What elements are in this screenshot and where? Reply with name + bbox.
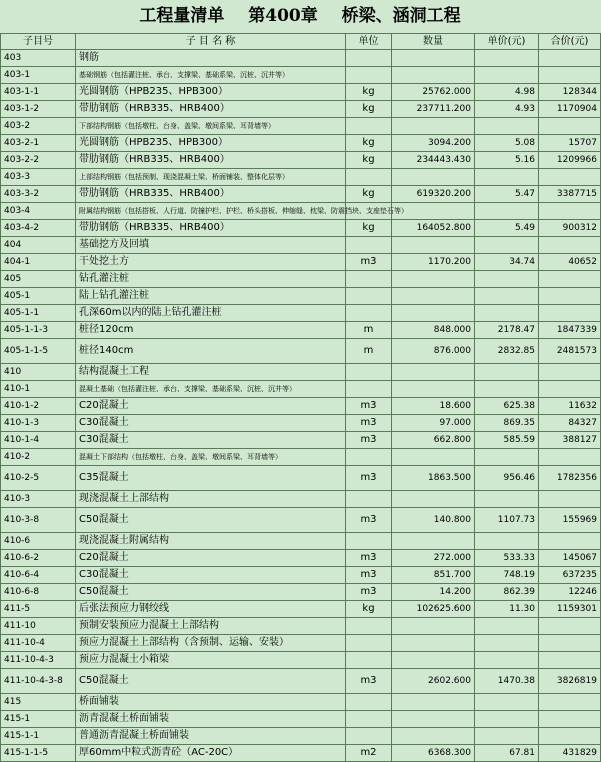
- row-qty: [392, 533, 475, 550]
- row-name: 带肋钢筋（HRB335、HRB400）: [76, 152, 346, 169]
- row-qty: [392, 728, 475, 745]
- row-unit: m: [346, 322, 392, 339]
- row-qty: 6368.300: [392, 745, 475, 762]
- row-name: C35混凝土: [76, 466, 346, 491]
- row-price: 862.39: [475, 584, 539, 601]
- row-code: 403-4: [1, 203, 76, 220]
- row-name: 下部结构钢筋（包括墩柱、台身、盖梁、墩间系梁、耳背墙等）: [76, 118, 346, 135]
- table-row: [1, 203, 601, 220]
- row-price: [475, 118, 539, 135]
- row-total: [539, 169, 601, 186]
- table-row: [1, 508, 601, 533]
- row-code: 410-3: [1, 491, 76, 508]
- row-code: 405-1-1: [1, 305, 76, 322]
- row-qty: [392, 449, 475, 466]
- row-qty: [392, 288, 475, 305]
- row-total: 84327: [539, 415, 601, 432]
- row-price: 4.93: [475, 101, 539, 118]
- row-total: [539, 271, 601, 288]
- row-code: 410-6-8: [1, 584, 76, 601]
- row-qty: [392, 364, 475, 381]
- row-qty: 2602.600: [392, 669, 475, 694]
- header-total: 合价(元): [539, 34, 601, 50]
- row-unit: m: [346, 339, 392, 364]
- row-qty: [392, 169, 475, 186]
- row-code: 411-5: [1, 601, 76, 618]
- row-code: 404: [1, 237, 76, 254]
- row-unit: [346, 169, 392, 186]
- row-price: [475, 694, 539, 711]
- row-unit: [346, 711, 392, 728]
- row-unit: m3: [346, 415, 392, 432]
- row-price: 5.49: [475, 220, 539, 237]
- row-name: 预应力混凝土小箱梁: [76, 652, 346, 669]
- title-part3: 桥梁、涵洞工程: [341, 6, 461, 26]
- row-price: 2178.47: [475, 322, 539, 339]
- row-price: 1470.38: [475, 669, 539, 694]
- row-total: 155969: [539, 508, 601, 533]
- row-name: 基础挖方及回填: [76, 237, 346, 254]
- row-qty: [392, 67, 475, 84]
- row-code: 410-1: [1, 381, 76, 398]
- table-row: [1, 618, 601, 635]
- table-row: [1, 398, 601, 415]
- table-row: [1, 711, 601, 728]
- row-name: 桩径120cm: [76, 322, 346, 339]
- header-qty: 数量: [392, 34, 475, 50]
- row-qty: [392, 652, 475, 669]
- table-row: [1, 135, 601, 152]
- row-qty: 3094.200: [392, 135, 475, 152]
- row-name: 预应力混凝土上部结构（含预制、运输、安装）: [76, 635, 346, 652]
- table-row: [1, 466, 601, 491]
- row-code: 403-3: [1, 169, 76, 186]
- row-price: [475, 50, 539, 67]
- table-row: [1, 533, 601, 550]
- row-name: 混凝土基础（包括灌注桩、承台、支撑梁、基础系梁、沉桩、沉井等）: [76, 381, 346, 398]
- row-price: 2832.85: [475, 339, 539, 364]
- table-row: [1, 84, 601, 101]
- table-row: [1, 415, 601, 432]
- row-price: 625.38: [475, 398, 539, 415]
- row-price: [475, 203, 539, 220]
- row-total: 12246: [539, 584, 601, 601]
- row-unit: [346, 449, 392, 466]
- row-total: [539, 50, 601, 67]
- row-qty: 25762.000: [392, 84, 475, 101]
- row-price: [475, 618, 539, 635]
- row-name: 陆上钻孔灌注桩: [76, 288, 346, 305]
- row-unit: m3: [346, 669, 392, 694]
- row-qty: 1863.500: [392, 466, 475, 491]
- header-unit: 单位: [346, 34, 392, 50]
- table-row: [1, 567, 601, 584]
- row-code: 415-1-1-5: [1, 745, 76, 762]
- row-code: 403: [1, 50, 76, 67]
- row-qty: [392, 271, 475, 288]
- row-price: [475, 288, 539, 305]
- row-name: 孔深60m以内的陆上钻孔灌注桩: [76, 305, 346, 322]
- row-name: 钻孔灌注桩: [76, 271, 346, 288]
- table-row: [1, 101, 601, 118]
- header-price: 单价(元): [475, 34, 539, 50]
- row-unit: [346, 381, 392, 398]
- row-total: 15707: [539, 135, 601, 152]
- table-row: [1, 50, 601, 67]
- table-row: [1, 449, 601, 466]
- row-qty: 237711.200: [392, 101, 475, 118]
- row-qty: 140.800: [392, 508, 475, 533]
- row-total: [539, 694, 601, 711]
- row-price: 5.08: [475, 135, 539, 152]
- row-price: [475, 237, 539, 254]
- table-row: [1, 584, 601, 601]
- title-part2: 第400章: [248, 6, 318, 26]
- row-price: 533.33: [475, 550, 539, 567]
- row-total: [539, 305, 601, 322]
- table-body: [1, 50, 601, 762]
- row-name: 带肋钢筋（HRB335、HRB400）: [76, 101, 346, 118]
- header-name: 子 目 名 称: [76, 34, 346, 50]
- row-qty: [392, 237, 475, 254]
- row-name: 厚60mm中粒式沥青砼（AC-20C）: [76, 745, 346, 762]
- row-price: [475, 305, 539, 322]
- row-price: 5.16: [475, 152, 539, 169]
- row-unit: [346, 237, 392, 254]
- row-unit: kg: [346, 186, 392, 203]
- row-unit: m3: [346, 567, 392, 584]
- row-qty: 102625.600: [392, 601, 475, 618]
- row-name: C30混凝土: [76, 432, 346, 449]
- row-qty: 272.000: [392, 550, 475, 567]
- row-name: C30混凝土: [76, 415, 346, 432]
- row-code: 403-2-2: [1, 152, 76, 169]
- row-price: 5.47: [475, 186, 539, 203]
- row-name: 带肋钢筋（HRB335、HRB400）: [76, 220, 346, 237]
- row-code: 415-1-1: [1, 728, 76, 745]
- row-total: 900312: [539, 220, 601, 237]
- row-name: C20混凝土: [76, 398, 346, 415]
- row-price: [475, 711, 539, 728]
- table-row: [1, 339, 601, 364]
- row-total: [539, 288, 601, 305]
- table-row: [1, 728, 601, 745]
- row-unit: [346, 652, 392, 669]
- table-row: [1, 381, 601, 398]
- row-unit: kg: [346, 135, 392, 152]
- table-row: [1, 67, 601, 84]
- row-name: 上部结构钢筋（包括预制、现浇混凝土梁、桥面铺装、整体化层等）: [76, 169, 346, 186]
- row-price: [475, 635, 539, 652]
- row-total: 637235: [539, 567, 601, 584]
- row-total: 11632: [539, 398, 601, 415]
- row-unit: m3: [346, 550, 392, 567]
- row-total: [539, 711, 601, 728]
- row-code: 403-2-1: [1, 135, 76, 152]
- row-code: 403-3-2: [1, 186, 76, 203]
- table-row: [1, 220, 601, 237]
- table-row: [1, 271, 601, 288]
- title-part1: 工程量清单: [139, 6, 225, 26]
- row-price: [475, 364, 539, 381]
- row-price: [475, 652, 539, 669]
- row-unit: m3: [346, 466, 392, 491]
- row-name: 基础钢筋（包括灌注桩、承台、支撑梁、基础系梁、沉桩、沉井等）: [76, 67, 346, 84]
- table-row: [1, 254, 601, 271]
- row-name: 干处挖土方: [76, 254, 346, 271]
- row-total: 1782356: [539, 466, 601, 491]
- row-code: 403-1-1: [1, 84, 76, 101]
- row-name: 光圆钢筋（HPB235、HPB300）: [76, 135, 346, 152]
- row-qty: [392, 694, 475, 711]
- row-name: 结构混凝土工程: [76, 364, 346, 381]
- table-row: [1, 305, 601, 322]
- row-name: C50混凝土: [76, 508, 346, 533]
- row-qty: [392, 381, 475, 398]
- row-name: 桥面铺装: [76, 694, 346, 711]
- row-price: [475, 728, 539, 745]
- row-total: 1159301: [539, 601, 601, 618]
- row-total: 145067: [539, 550, 601, 567]
- row-total: [539, 449, 601, 466]
- row-unit: [346, 118, 392, 135]
- page-title: [0, 0, 600, 33]
- row-price: 585.59: [475, 432, 539, 449]
- row-total: 3387715: [539, 186, 601, 203]
- row-code: 415: [1, 694, 76, 711]
- table-row: [1, 601, 601, 618]
- row-price: 748.19: [475, 567, 539, 584]
- row-total: [539, 67, 601, 84]
- row-qty: 619320.200: [392, 186, 475, 203]
- row-code: 410-6-2: [1, 550, 76, 567]
- table-row: [1, 118, 601, 135]
- row-unit: [346, 491, 392, 508]
- row-total: 1209966: [539, 152, 601, 169]
- row-qty: 234443.430: [392, 152, 475, 169]
- table-row: [1, 152, 601, 169]
- bill-of-quantities-table: [0, 33, 601, 762]
- row-name: C20混凝土: [76, 550, 346, 567]
- row-code: 403-1-2: [1, 101, 76, 118]
- table-row: [1, 364, 601, 381]
- row-code: 410-6: [1, 533, 76, 550]
- row-price: [475, 381, 539, 398]
- row-unit: [346, 288, 392, 305]
- row-unit: m3: [346, 254, 392, 271]
- row-qty: 662.800: [392, 432, 475, 449]
- row-price: 34.74: [475, 254, 539, 271]
- row-name: 现浇混凝土上部结构: [76, 491, 346, 508]
- row-code: 405-1-1-5: [1, 339, 76, 364]
- row-total: [539, 118, 601, 135]
- table-row: [1, 288, 601, 305]
- row-code: 411-10-4: [1, 635, 76, 652]
- row-price: 956.46: [475, 466, 539, 491]
- row-code: 410-1-4: [1, 432, 76, 449]
- row-total: [539, 491, 601, 508]
- row-unit: m3: [346, 398, 392, 415]
- table-row: [1, 694, 601, 711]
- row-code: 410-6-4: [1, 567, 76, 584]
- table-row: [1, 186, 601, 203]
- row-price: 4.98: [475, 84, 539, 101]
- row-name: 预制安装预应力混凝土上部结构: [76, 618, 346, 635]
- row-name: C50混凝土: [76, 584, 346, 601]
- row-qty: 1170.200: [392, 254, 475, 271]
- row-unit: m2: [346, 745, 392, 762]
- row-code: 403-2: [1, 118, 76, 135]
- row-code: 405: [1, 271, 76, 288]
- table-header-row: [1, 34, 601, 50]
- row-code: 404-1: [1, 254, 76, 271]
- row-name: 带肋钢筋（HRB335、HRB400）: [76, 186, 346, 203]
- row-code: 411-10-4-3-8: [1, 669, 76, 694]
- row-price: 1107.73: [475, 508, 539, 533]
- table-row: [1, 635, 601, 652]
- row-code: 403-1: [1, 67, 76, 84]
- row-qty: 18.600: [392, 398, 475, 415]
- row-unit: [346, 694, 392, 711]
- row-unit: [346, 50, 392, 67]
- row-qty: [392, 50, 475, 67]
- row-name: 后张法预应力钢绞线: [76, 601, 346, 618]
- row-qty: [392, 618, 475, 635]
- row-price: [475, 169, 539, 186]
- row-qty: [392, 491, 475, 508]
- row-code: 410-1-2: [1, 398, 76, 415]
- row-code: 405-1: [1, 288, 76, 305]
- row-total: [539, 533, 601, 550]
- row-name: C50混凝土: [76, 669, 346, 694]
- row-total: [539, 652, 601, 669]
- row-code: 405-1-1-3: [1, 322, 76, 339]
- row-qty: [392, 118, 475, 135]
- row-qty: [392, 635, 475, 652]
- row-total: 388127: [539, 432, 601, 449]
- header-code: 子目号: [1, 34, 76, 50]
- row-price: 869.35: [475, 415, 539, 432]
- row-code: 410: [1, 364, 76, 381]
- row-name: 光圆钢筋（HPB235、HPB300）: [76, 84, 346, 101]
- row-unit: kg: [346, 152, 392, 169]
- row-qty: 164052.800: [392, 220, 475, 237]
- row-total: 1847339: [539, 322, 601, 339]
- row-total: 2481573: [539, 339, 601, 364]
- row-qty: 851.700: [392, 567, 475, 584]
- row-qty: 97.000: [392, 415, 475, 432]
- row-price: [475, 449, 539, 466]
- table-row: [1, 169, 601, 186]
- table-row: [1, 322, 601, 339]
- row-name: 桩径140cm: [76, 339, 346, 364]
- row-name: C30混凝土: [76, 567, 346, 584]
- row-total: 40652: [539, 254, 601, 271]
- row-price: [475, 271, 539, 288]
- table-row: [1, 237, 601, 254]
- row-name: 钢筋: [76, 50, 346, 67]
- row-total: 3826819: [539, 669, 601, 694]
- row-unit: [346, 728, 392, 745]
- row-code: 411-10-4-3: [1, 652, 76, 669]
- row-name: 沥青混凝土桥面铺装: [76, 711, 346, 728]
- row-qty: 14.200: [392, 584, 475, 601]
- row-total: [539, 728, 601, 745]
- row-price: 67.81: [475, 745, 539, 762]
- row-unit: kg: [346, 601, 392, 618]
- row-unit: [346, 533, 392, 550]
- row-price: 11.30: [475, 601, 539, 618]
- table-row: [1, 652, 601, 669]
- row-code: 410-2-5: [1, 466, 76, 491]
- row-name: 附属结构钢筋（包括搭板、人行道、防撞护栏、护栏、桥头搭板、伸缩缝、枕梁、防震挡块、支座垫石等）: [76, 203, 346, 220]
- row-code: 415-1: [1, 711, 76, 728]
- row-unit: kg: [346, 101, 392, 118]
- row-unit: [346, 618, 392, 635]
- row-price: [475, 533, 539, 550]
- row-unit: [346, 635, 392, 652]
- row-name: 普通沥青混凝土桥面铺装: [76, 728, 346, 745]
- row-code: 411-10: [1, 618, 76, 635]
- table-row: [1, 491, 601, 508]
- row-code: 410-1-3: [1, 415, 76, 432]
- row-total: [539, 203, 601, 220]
- row-qty: 848.000: [392, 322, 475, 339]
- row-price: [475, 67, 539, 84]
- table-row: [1, 432, 601, 449]
- row-total: [539, 381, 601, 398]
- table-row: [1, 745, 601, 762]
- row-code: 403-4-2: [1, 220, 76, 237]
- row-name: 现浇混凝土附属结构: [76, 533, 346, 550]
- row-unit: [346, 67, 392, 84]
- row-price: [475, 491, 539, 508]
- row-total: [539, 635, 601, 652]
- row-qty: 876.000: [392, 339, 475, 364]
- row-code: 410-2: [1, 449, 76, 466]
- row-unit: kg: [346, 84, 392, 101]
- row-total: [539, 237, 601, 254]
- row-qty: [392, 711, 475, 728]
- row-unit: [346, 305, 392, 322]
- row-unit: m3: [346, 584, 392, 601]
- row-unit: kg: [346, 220, 392, 237]
- row-total: [539, 364, 601, 381]
- row-unit: m3: [346, 432, 392, 449]
- row-unit: [346, 271, 392, 288]
- row-unit: [346, 364, 392, 381]
- table-row: [1, 550, 601, 567]
- row-unit: m3: [346, 508, 392, 533]
- row-total: 1170904: [539, 101, 601, 118]
- row-name: 混凝土下部结构（包括墩柱、台身、盖梁、墩间系梁、耳背墙等）: [76, 449, 346, 466]
- row-total: [539, 618, 601, 635]
- row-qty: [392, 305, 475, 322]
- row-code: 410-3-8: [1, 508, 76, 533]
- row-total: 431829: [539, 745, 601, 762]
- table-row: [1, 669, 601, 694]
- row-total: 128344: [539, 84, 601, 101]
